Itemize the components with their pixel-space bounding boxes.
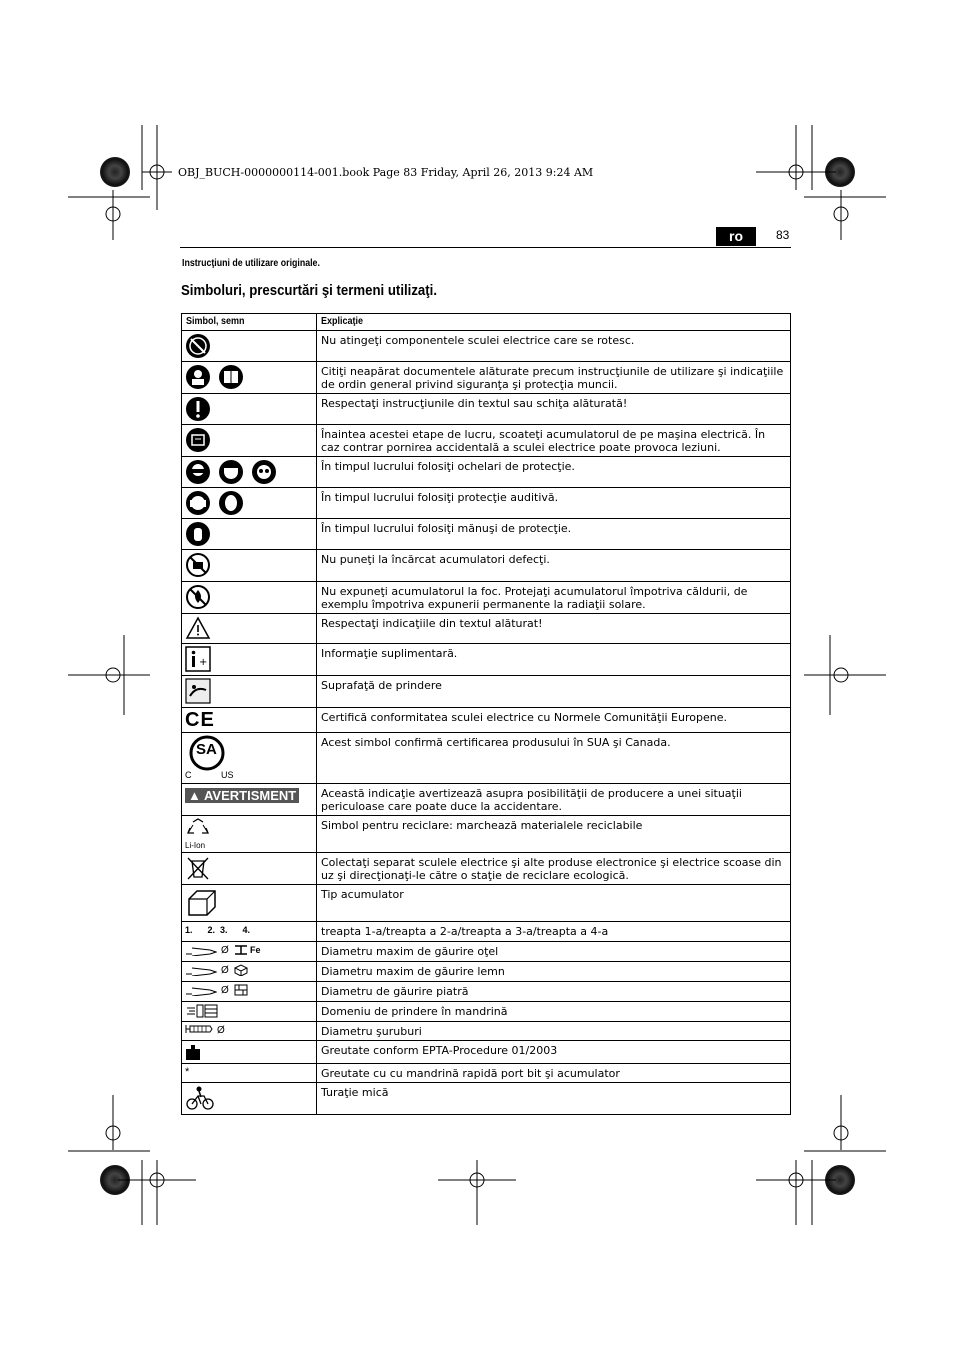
read-documents-icon xyxy=(185,364,211,390)
steel-beam-icon xyxy=(234,944,248,956)
column-header-explanation: Explicaţie xyxy=(317,314,791,331)
table-row xyxy=(182,982,791,1002)
table-row xyxy=(182,644,791,676)
symbol-cell xyxy=(182,1083,317,1115)
section-title: Simboluri, prescurtări şi termeni utilizaţi. xyxy=(181,282,437,299)
csa-c-label: C xyxy=(185,770,192,780)
table-row xyxy=(182,784,791,816)
csa-letters: SA xyxy=(196,741,217,758)
table-row xyxy=(182,519,791,550)
li-ion-label: Li-Ion xyxy=(185,841,206,850)
explanation-cell: Diametru maxim de găurire oţel xyxy=(317,942,791,962)
no-charge-defective-icon xyxy=(185,552,211,578)
face-shield-icon xyxy=(218,459,244,485)
symbol-cell xyxy=(182,816,317,853)
symbol-cell xyxy=(182,425,317,457)
symbol-cell xyxy=(182,885,317,922)
symbol-cell xyxy=(182,394,317,425)
explanation-cell: Turaţie mică xyxy=(317,1083,791,1115)
table-row xyxy=(182,942,791,962)
explanation-cell: În timpul lucrului folosiţi mănuşi de protecţie. xyxy=(317,519,791,550)
explanation-cell: Colectaţi separat sculele electrice şi alte produse electronice şi electrice scoase din uz şi direcţionaţi-le către o staţie de reciclare ecologică. xyxy=(317,853,791,885)
symbol-cell xyxy=(182,1002,317,1022)
ce-mark-icon: CE xyxy=(185,709,215,731)
symbol-cell xyxy=(182,962,317,982)
explanation-cell: Greutate conform EPTA-Procedure 01/2003 xyxy=(317,1041,791,1064)
manual-book-icon xyxy=(218,364,244,390)
explanation-cell: Respectaţi instrucţiunile din textul sau schiţa alăturată! xyxy=(317,394,791,425)
table-row xyxy=(182,1083,791,1115)
table-row xyxy=(182,733,791,784)
asterisk-icon: * xyxy=(185,1066,190,1078)
explanation-cell: Această indicaţie avertizează asupra posibilităţii de producere a unei situaţii periculoase care poate duce la accidentare. xyxy=(317,784,791,816)
battery-pack-icon xyxy=(185,887,221,919)
explanation-cell: Tip acumulator xyxy=(317,885,791,922)
diameter-symbol: Ø xyxy=(221,965,229,976)
table-row xyxy=(182,816,791,853)
drill-bit-icon xyxy=(185,964,217,976)
symbol-cell xyxy=(182,733,317,784)
csa-mark-icon xyxy=(185,735,235,781)
explanation-cell: Respectaţi indicaţiile din textul alăturat! xyxy=(317,614,791,644)
warning-label-text: AVERTISMENT xyxy=(204,788,297,803)
language-badge: ro xyxy=(716,227,756,246)
grip-surface-icon xyxy=(185,678,211,704)
table-row xyxy=(182,457,791,488)
file-info-line: OBJ_BUCH-0000000114-001.book Page 83 Friday, April 26, 2013 9:24 AM xyxy=(178,166,594,179)
page-number: 83 xyxy=(776,228,790,242)
explanation-cell: Înaintea acestei etape de lucru, scoateţi acumulatorul de pe maşina electrică. În caz contrar pornirea accidentală a sculei electrice poate provoca leziuni. xyxy=(317,425,791,457)
symbol-cell xyxy=(182,942,317,962)
symbols-table xyxy=(181,313,791,1115)
column-header-symbol: Simbol, semn xyxy=(182,314,317,331)
symbol-cell xyxy=(182,922,317,942)
explanation-cell: Diametru maxim de găurire lemn xyxy=(317,962,791,982)
table-row xyxy=(182,362,791,394)
table-row xyxy=(182,676,791,708)
diameter-symbol: Ø xyxy=(221,945,229,956)
table-row xyxy=(182,550,791,582)
explanation-cell: Acest simbol confirmă certificarea produsului în SUA şi Canada. xyxy=(317,733,791,784)
drill-bit-icon xyxy=(185,944,217,956)
warning-triangle-icon xyxy=(185,616,211,640)
weee-bin-icon xyxy=(185,855,211,881)
symbol-cell xyxy=(182,488,317,519)
explanation-cell: Nu puneţi la încărcat acumulatori defecţi. xyxy=(317,550,791,582)
table-row xyxy=(182,1022,791,1041)
mandatory-instruction-icon xyxy=(185,396,211,422)
explanation-cell: Citiţi neapărat documentele alăturate precum instrucţiunile de utilizare şi indicaţiile de ordin general privind siguranţa şi protecţia muncii. xyxy=(317,362,791,394)
table-header-row xyxy=(182,314,791,331)
symbol-cell xyxy=(182,676,317,708)
symbol-cell xyxy=(182,1041,317,1064)
symbol-cell xyxy=(182,784,317,816)
diameter-symbol: Ø xyxy=(221,985,229,996)
symbol-cell xyxy=(182,582,317,614)
info-icon xyxy=(185,646,211,672)
explanation-cell: Greutate cu cu mandrină rapidă port bit şi acumulator xyxy=(317,1064,791,1083)
symbol-cell xyxy=(182,853,317,885)
symbol-cell xyxy=(182,982,317,1002)
svg-text:+: + xyxy=(199,657,208,668)
explanation-cell: Diametru şuruburi xyxy=(317,1022,791,1041)
table-row xyxy=(182,922,791,942)
explanation-cell: Diametru de găurire piatră xyxy=(317,982,791,1002)
table-row xyxy=(182,394,791,425)
warning-label-icon: ▲ AVERTISMENT xyxy=(185,788,299,803)
recycle-arrows-icon xyxy=(185,818,211,838)
explanation-cell: Domeniu de prindere în mandrină xyxy=(317,1002,791,1022)
symbol-cell xyxy=(182,550,317,582)
table-row xyxy=(182,853,791,885)
symbol-cell xyxy=(182,362,317,394)
wood-icon xyxy=(234,964,248,976)
symbol-cell xyxy=(182,1022,317,1041)
symbol-cell xyxy=(182,1064,317,1083)
drill-bit-icon xyxy=(185,984,217,996)
explanation-cell: Nu expuneţi acumulatorul la foc. Protejaţi acumulatorul împotriva căldurii, de exemplu împotriva expunerii permanente la radiaţii solare. xyxy=(317,582,791,614)
gloves-icon xyxy=(185,521,211,547)
stone-brick-icon xyxy=(234,984,248,996)
symbol-cell xyxy=(182,614,317,644)
table-row xyxy=(182,708,791,733)
no-fire-icon xyxy=(185,584,211,610)
table-row xyxy=(182,331,791,362)
table-row xyxy=(182,1064,791,1083)
table-row xyxy=(182,582,791,614)
symbol-cell xyxy=(182,331,317,362)
explanation-cell: treapta 1-a/treapta a 2-a/treapta a 3-a/treapta a 4-a xyxy=(317,922,791,942)
gear-steps-icon: 1. 2. 3. 4. xyxy=(185,925,251,935)
table-row xyxy=(182,1041,791,1064)
explanation-cell: În timpul lucrului folosiţi ochelari de protecţie. xyxy=(317,457,791,488)
explanation-cell: Simbol pentru reciclare: marchează materialele reciclabile xyxy=(317,816,791,853)
diameter-symbol: Ø xyxy=(217,1025,225,1036)
explanation-cell: Nu atingeţi componentele sculei electrice care se rotesc. xyxy=(317,331,791,362)
weight-icon xyxy=(185,1043,201,1061)
explanation-cell: Suprafaţă de prindere xyxy=(317,676,791,708)
table-row xyxy=(182,614,791,644)
earmuff-icon xyxy=(218,490,244,516)
ear-protection-icon xyxy=(185,490,211,516)
symbol-cell xyxy=(182,644,317,676)
symbol-cell xyxy=(182,519,317,550)
table-row xyxy=(182,425,791,457)
header-rule xyxy=(180,247,791,248)
screw-icon xyxy=(185,1024,213,1034)
csa-us-label: US xyxy=(221,770,234,780)
symbol-cell xyxy=(182,457,317,488)
symbol-cell xyxy=(182,708,317,733)
eye-protection-icon xyxy=(185,459,211,485)
recycling-icon xyxy=(185,818,215,850)
no-touch-rotating-icon xyxy=(185,333,211,359)
table-row xyxy=(182,885,791,922)
table-row xyxy=(182,488,791,519)
steel-label: Fe xyxy=(249,945,261,955)
explanation-cell: În timpul lucrului folosiţi protecţie auditivă. xyxy=(317,488,791,519)
document-subtitle: Instrucţiuni de utilizare originale. xyxy=(182,258,320,269)
table-row xyxy=(182,1002,791,1022)
remove-battery-icon xyxy=(185,427,211,453)
table-row xyxy=(182,962,791,982)
low-speed-icon xyxy=(185,1085,215,1111)
explanation-cell: Certifică conformitatea sculei electrice cu Normele Comunităţii Europene. xyxy=(317,708,791,733)
chuck-range-icon xyxy=(185,1004,219,1018)
goggles-icon xyxy=(251,459,277,485)
explanation-cell: Informaţie suplimentară. xyxy=(317,644,791,676)
